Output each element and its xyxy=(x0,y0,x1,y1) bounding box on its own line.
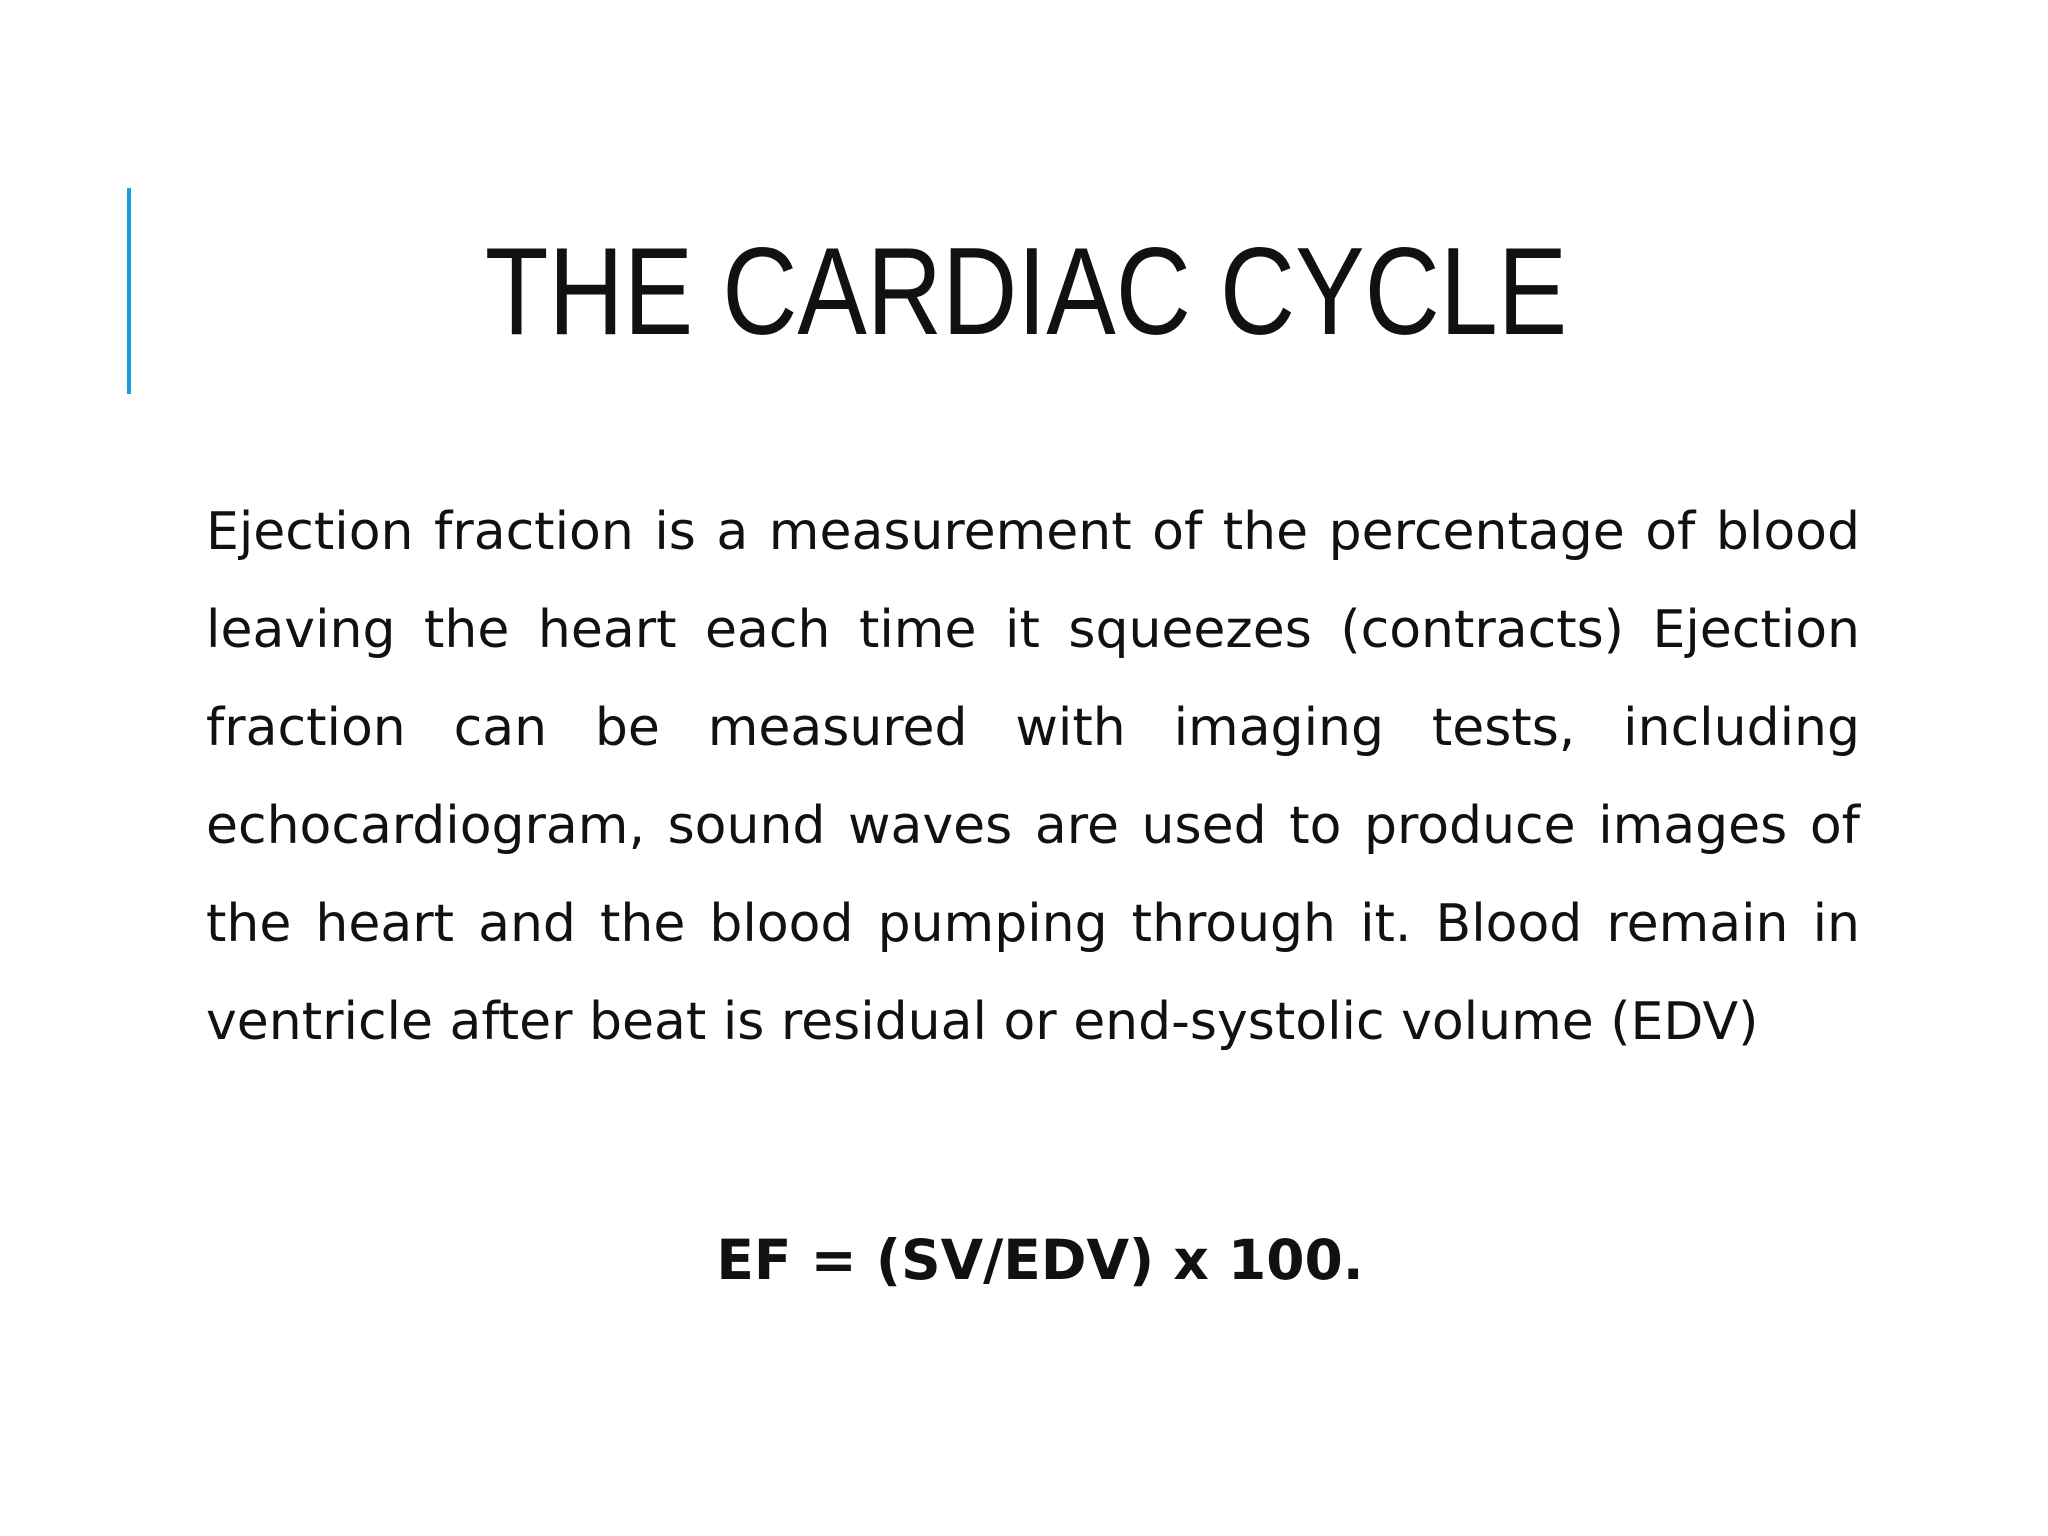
ejection-fraction-formula: EF = (SV/EDV) x 100. xyxy=(716,1228,1364,1292)
slide-body-text: Ejection fraction is a measurement of the percentage of blood leaving the heart each time it squeezes (contracts) Ejection fraction can be measured with imaging tests, including echocardiogram, sound waves are used to produce images of the heart and the blood pumping through it. Blood remain in ventricle after beat is residual or end-systolic volume (EDV) xyxy=(206,502,1860,1052)
title-accent-bar xyxy=(127,188,131,394)
slide-title: THE CARDIAC CYCLE xyxy=(484,223,1568,361)
